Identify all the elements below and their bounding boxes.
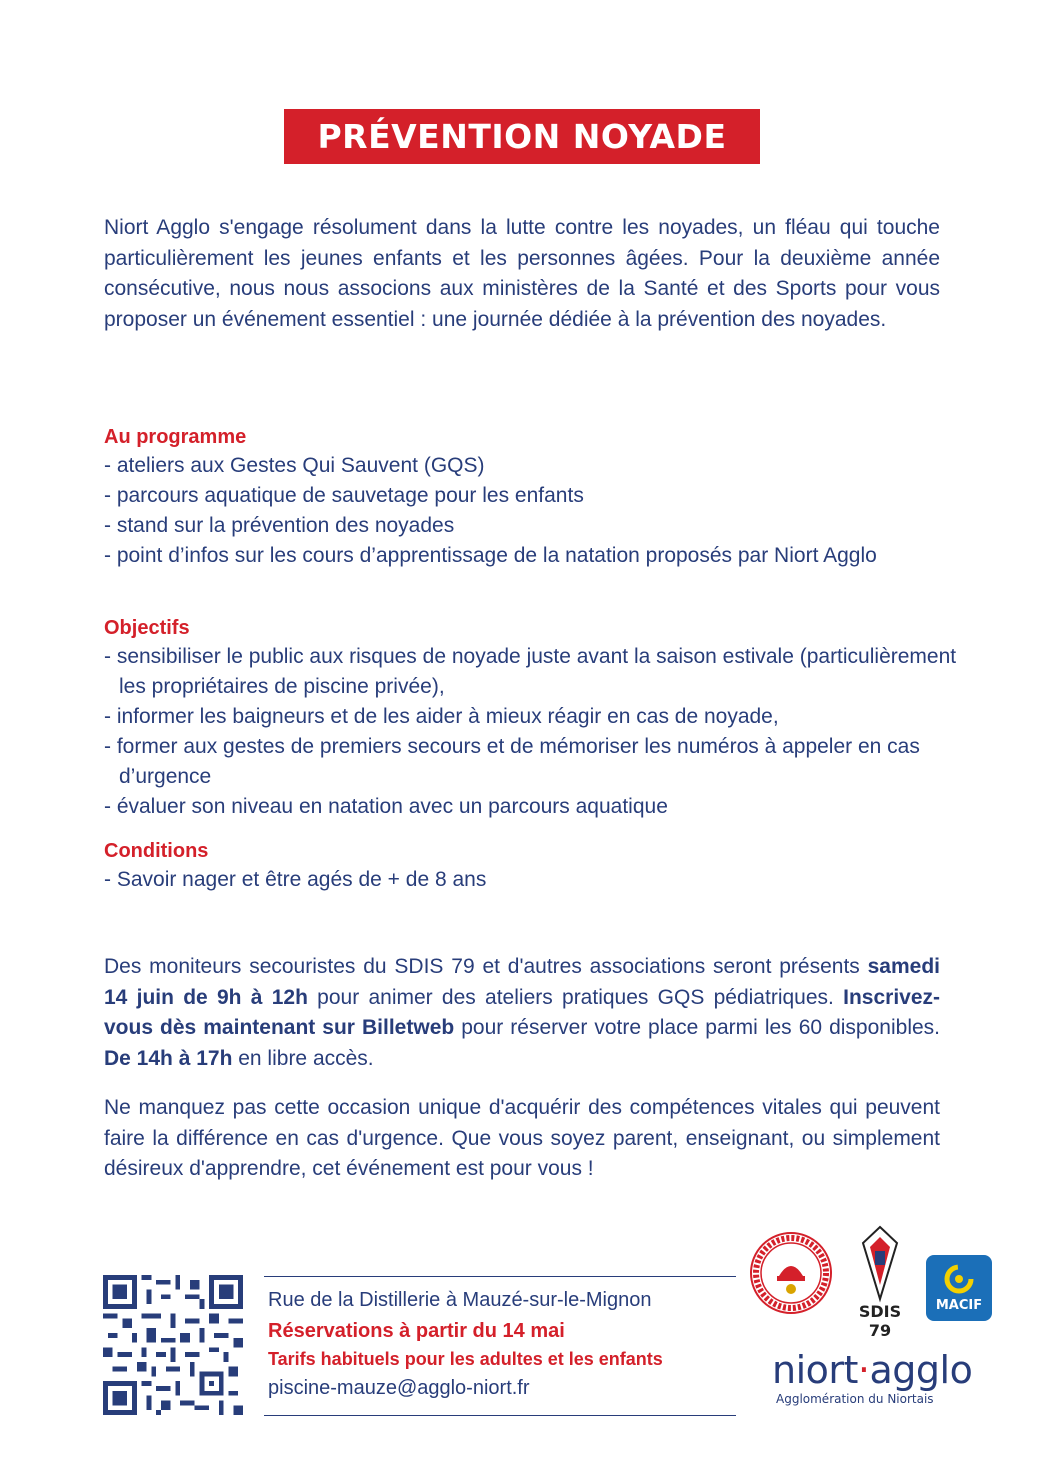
niort-agglo-logo — [772, 1350, 972, 1390]
date-highlight: samedi 14 juin de 9h à 12h — [104, 955, 940, 1009]
niort-word: niort — [772, 1348, 858, 1392]
objectifs-section — [104, 614, 964, 822]
reservation-text: Réservations à partir du 14 mai — [268, 1320, 565, 1342]
page-title: PRÉVENTION NOYADE — [284, 109, 760, 164]
registration-highlight: Inscrivez-vous dès maintenant sur Billetweb — [104, 985, 941, 1039]
list-item: - évaluer son niveau en natation avec un parcours aquatique — [104, 795, 668, 818]
list-item: - informer les baigneurs et de les aider à mieux réagir en cas de noyade, — [104, 705, 779, 728]
sdis-label: SDIS 79 — [858, 1302, 902, 1340]
conditions-list — [104, 865, 964, 895]
agglo-word: agglo — [869, 1348, 973, 1392]
intro-paragraph: Niort Agglo s'engage résolument dans la lutte contre les noyades, un fléau qui touche particulièrement les jeunes enfants et les personnes âgées. Pour la deuxième année consécutive, nous nous associons aux ministères de la Santé et des Sports pour vous proposer un événement essentiel : une journée dédiée à la prévention des noyades. — [104, 216, 940, 331]
list-item: - stand sur la prévention des noyades — [104, 514, 455, 537]
list-item: - sensibiliser le public aux risques de noyade juste avant la saison estivale (particulièrement les propriétaires de piscine privée), — [104, 645, 957, 698]
address-text: Rue de la Distillerie à Mauzé-sur-le-Mignon — [268, 1289, 652, 1311]
objectifs-list — [104, 642, 964, 822]
conditions-heading: Conditions — [104, 840, 209, 862]
programme-list — [104, 451, 964, 571]
list-item: - former aux gestes de premiers secours et de mémoriser les numéros à appeler en cas d’urgence — [104, 735, 920, 788]
afternoon-highlight: De 14h à 17h — [104, 1046, 233, 1070]
programme-heading: Au programme — [104, 426, 247, 448]
programme-section — [104, 423, 964, 571]
sapeurs-pompiers-logo-icon — [750, 1232, 832, 1314]
list-item: - ateliers aux Gestes Qui Sauvent (GQS) — [104, 454, 485, 477]
details-text: en libre accès. — [232, 1046, 374, 1070]
details-text: Des moniteurs secouristes du SDIS 79 et d'autres associations seront présents — [104, 955, 868, 978]
details-text: pour animer des ateliers pratiques GQS pédiatriques. — [307, 985, 844, 1009]
conditions-section — [104, 837, 964, 895]
objectifs-heading: Objectifs — [104, 617, 190, 639]
tarifs-text: Tarifs habituels pour les adultes et les enfants — [268, 1349, 663, 1369]
list-item: - parcours aquatique de sauvetage pour les enfants — [104, 484, 584, 507]
list-item: - point d’infos sur les cours d’apprentissage de la natation proposés par Niort Agglo — [104, 544, 877, 567]
details-text: pour réserver votre place parmi les 60 disponibles. — [454, 1016, 940, 1039]
contact-info-block — [264, 1276, 736, 1416]
email-link[interactable]: piscine-mauze@agglo-niort.fr — [268, 1377, 530, 1399]
niort-agglo-subtitle: Agglomération du Niortais — [776, 1392, 934, 1406]
closing-paragraph: Ne manquez pas cette occasion unique d'acquérir des compétences vitales qui peuvent faire la différence en cas d'urgence. Que vous soyez parent, enseignant, ou simplement désireux d'apprendre, cet événement est pour vous ! — [104, 1096, 940, 1180]
macif-logo — [926, 1255, 992, 1321]
logo-dot-icon: · — [857, 1348, 870, 1392]
list-item: - Savoir nager et être agés de + de 8 ans — [104, 868, 487, 891]
macif-label: MACIF — [935, 1298, 983, 1313]
details-paragraph — [104, 952, 940, 1074]
qr-code-icon[interactable] — [103, 1275, 243, 1415]
